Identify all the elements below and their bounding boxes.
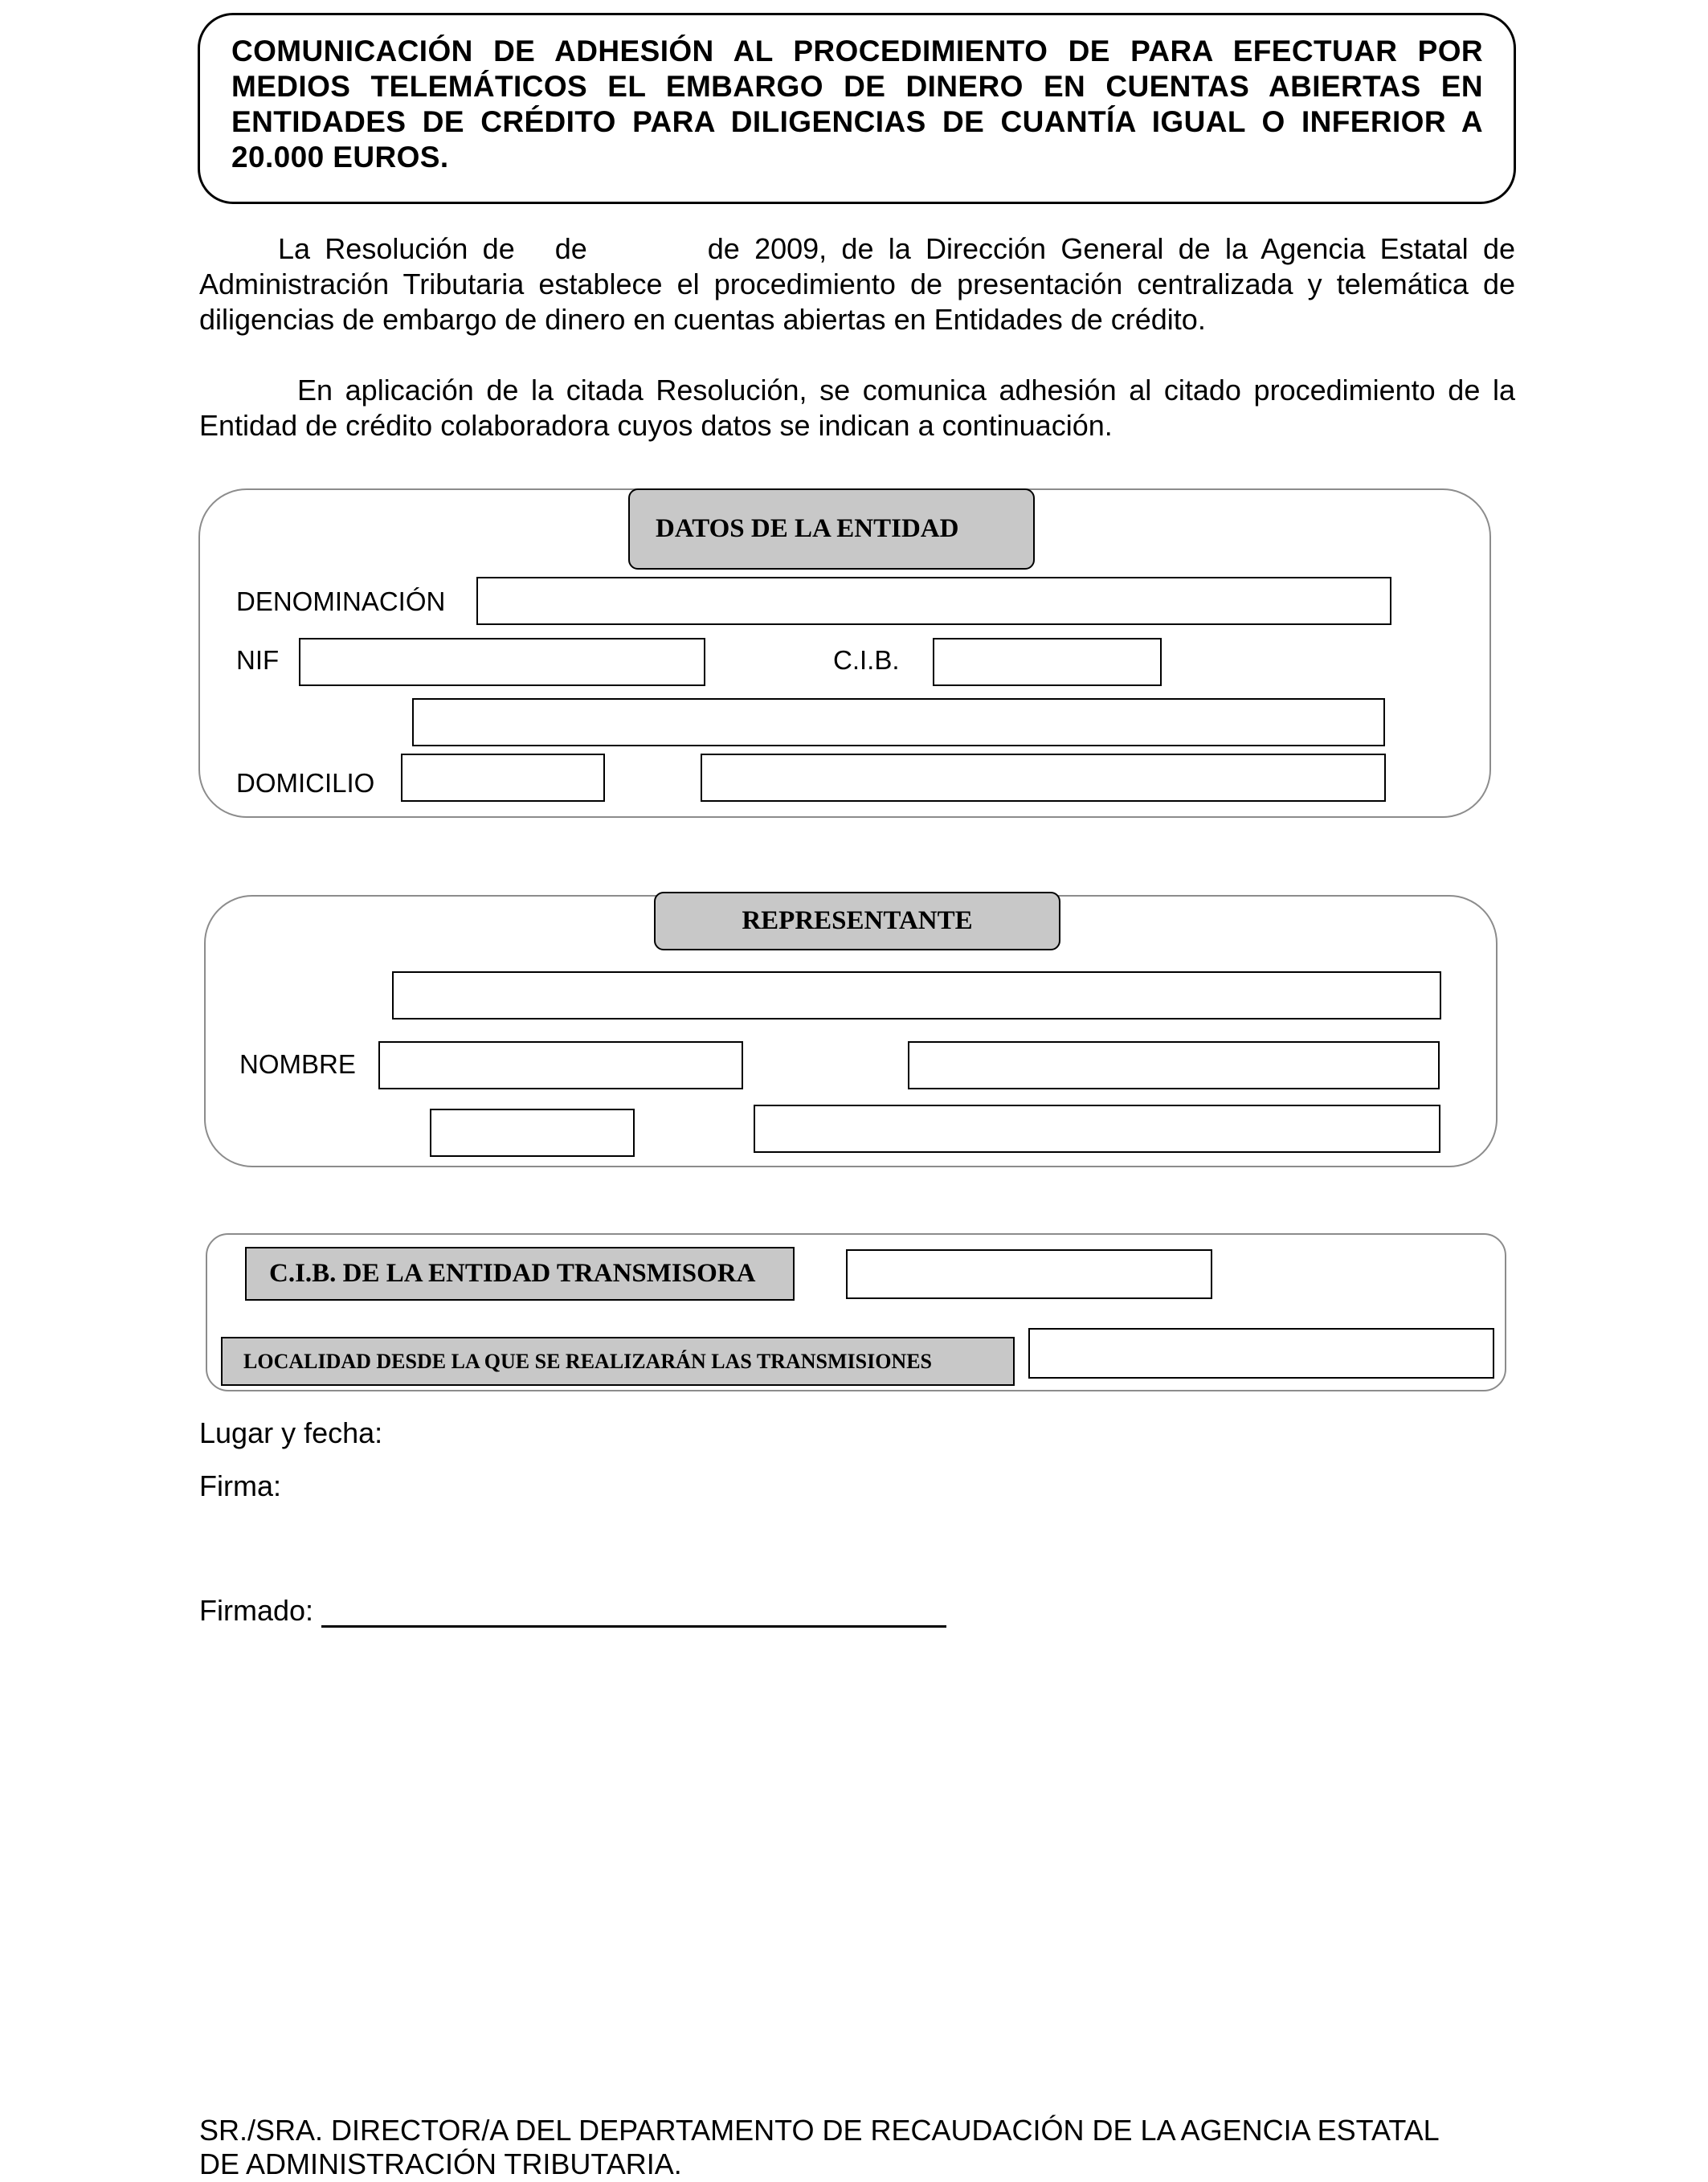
domicilio-number-field[interactable] [401, 754, 605, 802]
denominacion-label: DENOMINACIÓN [236, 586, 446, 616]
addressee-line-1: SR./SRA. DIRECTOR/A DEL DEPARTAMENTO DE RECAUDACIÓN DE LA AGENCIA ESTATAL [199, 2114, 1440, 2147]
cib-transmisora-label: C.I.B. DE LA ENTIDAD TRANSMISORA [269, 1259, 756, 1288]
locality-heading [221, 1337, 1015, 1386]
intro-paragraph-1 [199, 231, 1515, 337]
cib-label: C.I.B. [833, 645, 900, 675]
representative-top-field[interactable] [392, 971, 1441, 1019]
signature-line[interactable] [321, 1608, 946, 1628]
adhesion-text: En aplicación de la citada Resolución, se comunica adhesión al citado procedimiento de la Entidad de crédito colaboradora cuyos datos se indican a continuación. [199, 374, 1515, 442]
document-title: COMUNICACIÓN DE ADHESIÓN AL PROCEDIMIENTO DE PARA EFECTUAR POR MEDIOS TELEMÁTICOS EL EMBARGO DE DINERO EN CUENTAS ABIERTAS EN ENTIDADES DE CRÉDITO PARA DILIGENCIAS DE CUANTÍA IGUAL O INFERIOR A 20.000 EUROS. [231, 35, 1483, 174]
entity-heading-label: DATOS DE LA ENTIDAD [656, 514, 959, 543]
nif-label: NIF [236, 645, 280, 675]
domicilio-label: DOMICILIO [236, 768, 375, 798]
nombre-field-1[interactable] [378, 1041, 743, 1089]
resolution-text-rest: de 2009, de la Dirección General de la Agencia Estatal de Administración Tributaria establece el procedimiento de presentación centralizada y telemática de diligencias de embargo de dinero en cuentas abiertas en Entidades de crédito. [199, 232, 1515, 336]
nombre-label: NOMBRE [239, 1049, 356, 1079]
signature-label: Firma: [199, 1469, 281, 1502]
nombre-field-2[interactable] [908, 1041, 1440, 1089]
denominacion-field[interactable] [476, 577, 1391, 625]
nif-field[interactable] [299, 638, 705, 686]
representative-section-heading [654, 892, 1060, 950]
signed-by-label: Firmado: [199, 1594, 314, 1627]
resolution-text-start: La Resolución de [278, 232, 515, 265]
locality-field[interactable] [1028, 1328, 1494, 1379]
cib-field[interactable] [933, 638, 1162, 686]
entity-section-heading [628, 488, 1035, 570]
addressee-line-2: DE ADMINISTRACIÓN TRIBUTARIA. [199, 2147, 682, 2180]
resolution-text-de: de [554, 232, 587, 265]
representative-small-field[interactable] [430, 1109, 635, 1157]
locality-label: LOCALIDAD DESDE LA QUE SE REALIZARÁN LAS TRANSMISIONES [243, 1349, 933, 1373]
intro-paragraph-2 [199, 373, 1515, 443]
cib-transmisora-field[interactable] [846, 1249, 1212, 1299]
representative-heading-label: REPRESENTANTE [742, 906, 973, 935]
representative-wide-field[interactable] [754, 1105, 1440, 1153]
cib-transmisora-heading [245, 1247, 795, 1301]
place-date-label: Lugar y fecha: [199, 1416, 383, 1449]
domicilio-locality-field[interactable] [701, 754, 1386, 802]
domicilio-line-field[interactable] [412, 698, 1385, 746]
